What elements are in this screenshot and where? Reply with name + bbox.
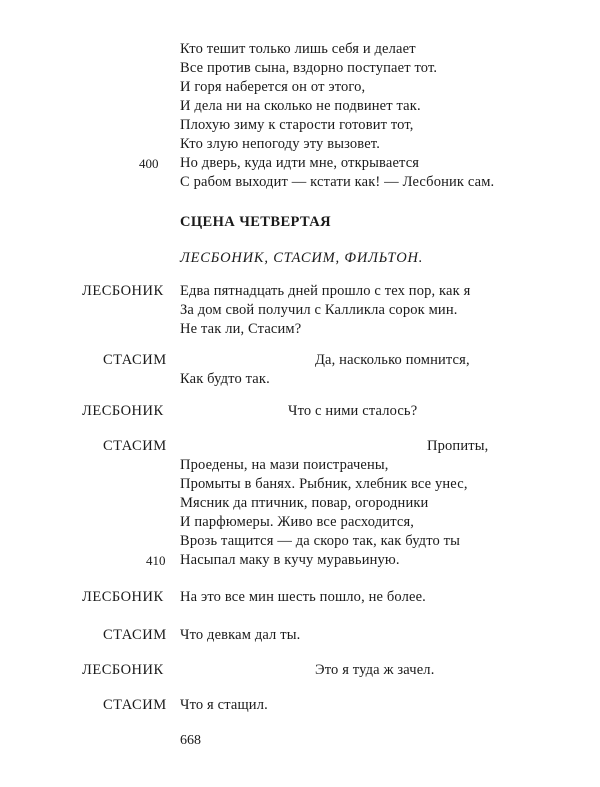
verse-line: Мясник да птичник, повар, огородники bbox=[180, 495, 429, 511]
line-number: 400 bbox=[139, 156, 159, 171]
verse-line: Это я туда ж зачел. bbox=[315, 662, 435, 678]
verse-line: Промыты в банях. Рыбник, хлебник все унес, bbox=[180, 476, 468, 492]
page-number: 668 bbox=[180, 733, 201, 748]
line-number: 410 bbox=[146, 553, 166, 568]
verse-line: Как будто так. bbox=[180, 371, 270, 387]
speaker-name: СТАСИМ bbox=[103, 352, 167, 368]
verse-line: И горя наберется он от этого, bbox=[180, 79, 366, 95]
verse-line: Но дверь, куда идти мне, открывается bbox=[180, 155, 420, 171]
speaker-name: ЛЕСБОНИК bbox=[82, 589, 164, 605]
verse-line: И парфюмеры. Живо все расходится, bbox=[180, 514, 415, 530]
verse-line: Не так ли, Стасим? bbox=[180, 321, 302, 337]
verse-line: Врозь тащится — да скоро так, как будто ты bbox=[180, 533, 461, 549]
verse-line: Кто тешит только лишь себя и делает bbox=[180, 41, 416, 57]
verse-line: Плохую зиму к старости готовит тот, bbox=[180, 117, 414, 133]
speaker-name: ЛЕСБОНИК bbox=[82, 662, 164, 678]
speaker-name: СТАСИМ bbox=[103, 438, 167, 454]
verse-line: Проедены, на мази поистрачены, bbox=[180, 457, 389, 473]
verse-line: Кто злую непогоду эту вызовет. bbox=[180, 136, 380, 152]
scene-title: СЦЕНА ЧЕТВЕРТАЯ bbox=[180, 214, 332, 230]
speaker-name: СТАСИМ bbox=[103, 697, 167, 713]
verse-line: Все против сына, вздорно поступает тот. bbox=[180, 60, 438, 76]
verse-line: За дом свой получил с Калликла сорок мин. bbox=[180, 302, 458, 318]
speaker-name: ЛЕСБОНИК bbox=[82, 403, 164, 419]
verse-line: Да, насколько помнится, bbox=[315, 352, 470, 368]
scene-cast: ЛЕСБОНИК, СТАСИМ, ФИЛЬТОН. bbox=[180, 250, 424, 266]
verse-line: С рабом выходит — кстати как! — Лесбоник сам. bbox=[180, 174, 495, 190]
verse-line: Насыпал маку в кучу муравьиную. bbox=[180, 552, 400, 568]
verse-line: На это все мин шесть пошло, не более. bbox=[180, 589, 426, 605]
verse-line: Пропиты, bbox=[427, 438, 489, 454]
verse-line: Что с ними сталось? bbox=[288, 403, 418, 419]
verse-line: Едва пятнадцать дней прошло с тех пор, как я bbox=[180, 283, 471, 299]
verse-line: Что девкам дал ты. bbox=[180, 627, 301, 643]
speaker-name: ЛЕСБОНИК bbox=[82, 283, 164, 299]
verse-line: Что я стащил. bbox=[180, 697, 268, 713]
speaker-name: СТАСИМ bbox=[103, 627, 167, 643]
verse-line: И дела ни на сколько не подвинет так. bbox=[180, 98, 421, 114]
